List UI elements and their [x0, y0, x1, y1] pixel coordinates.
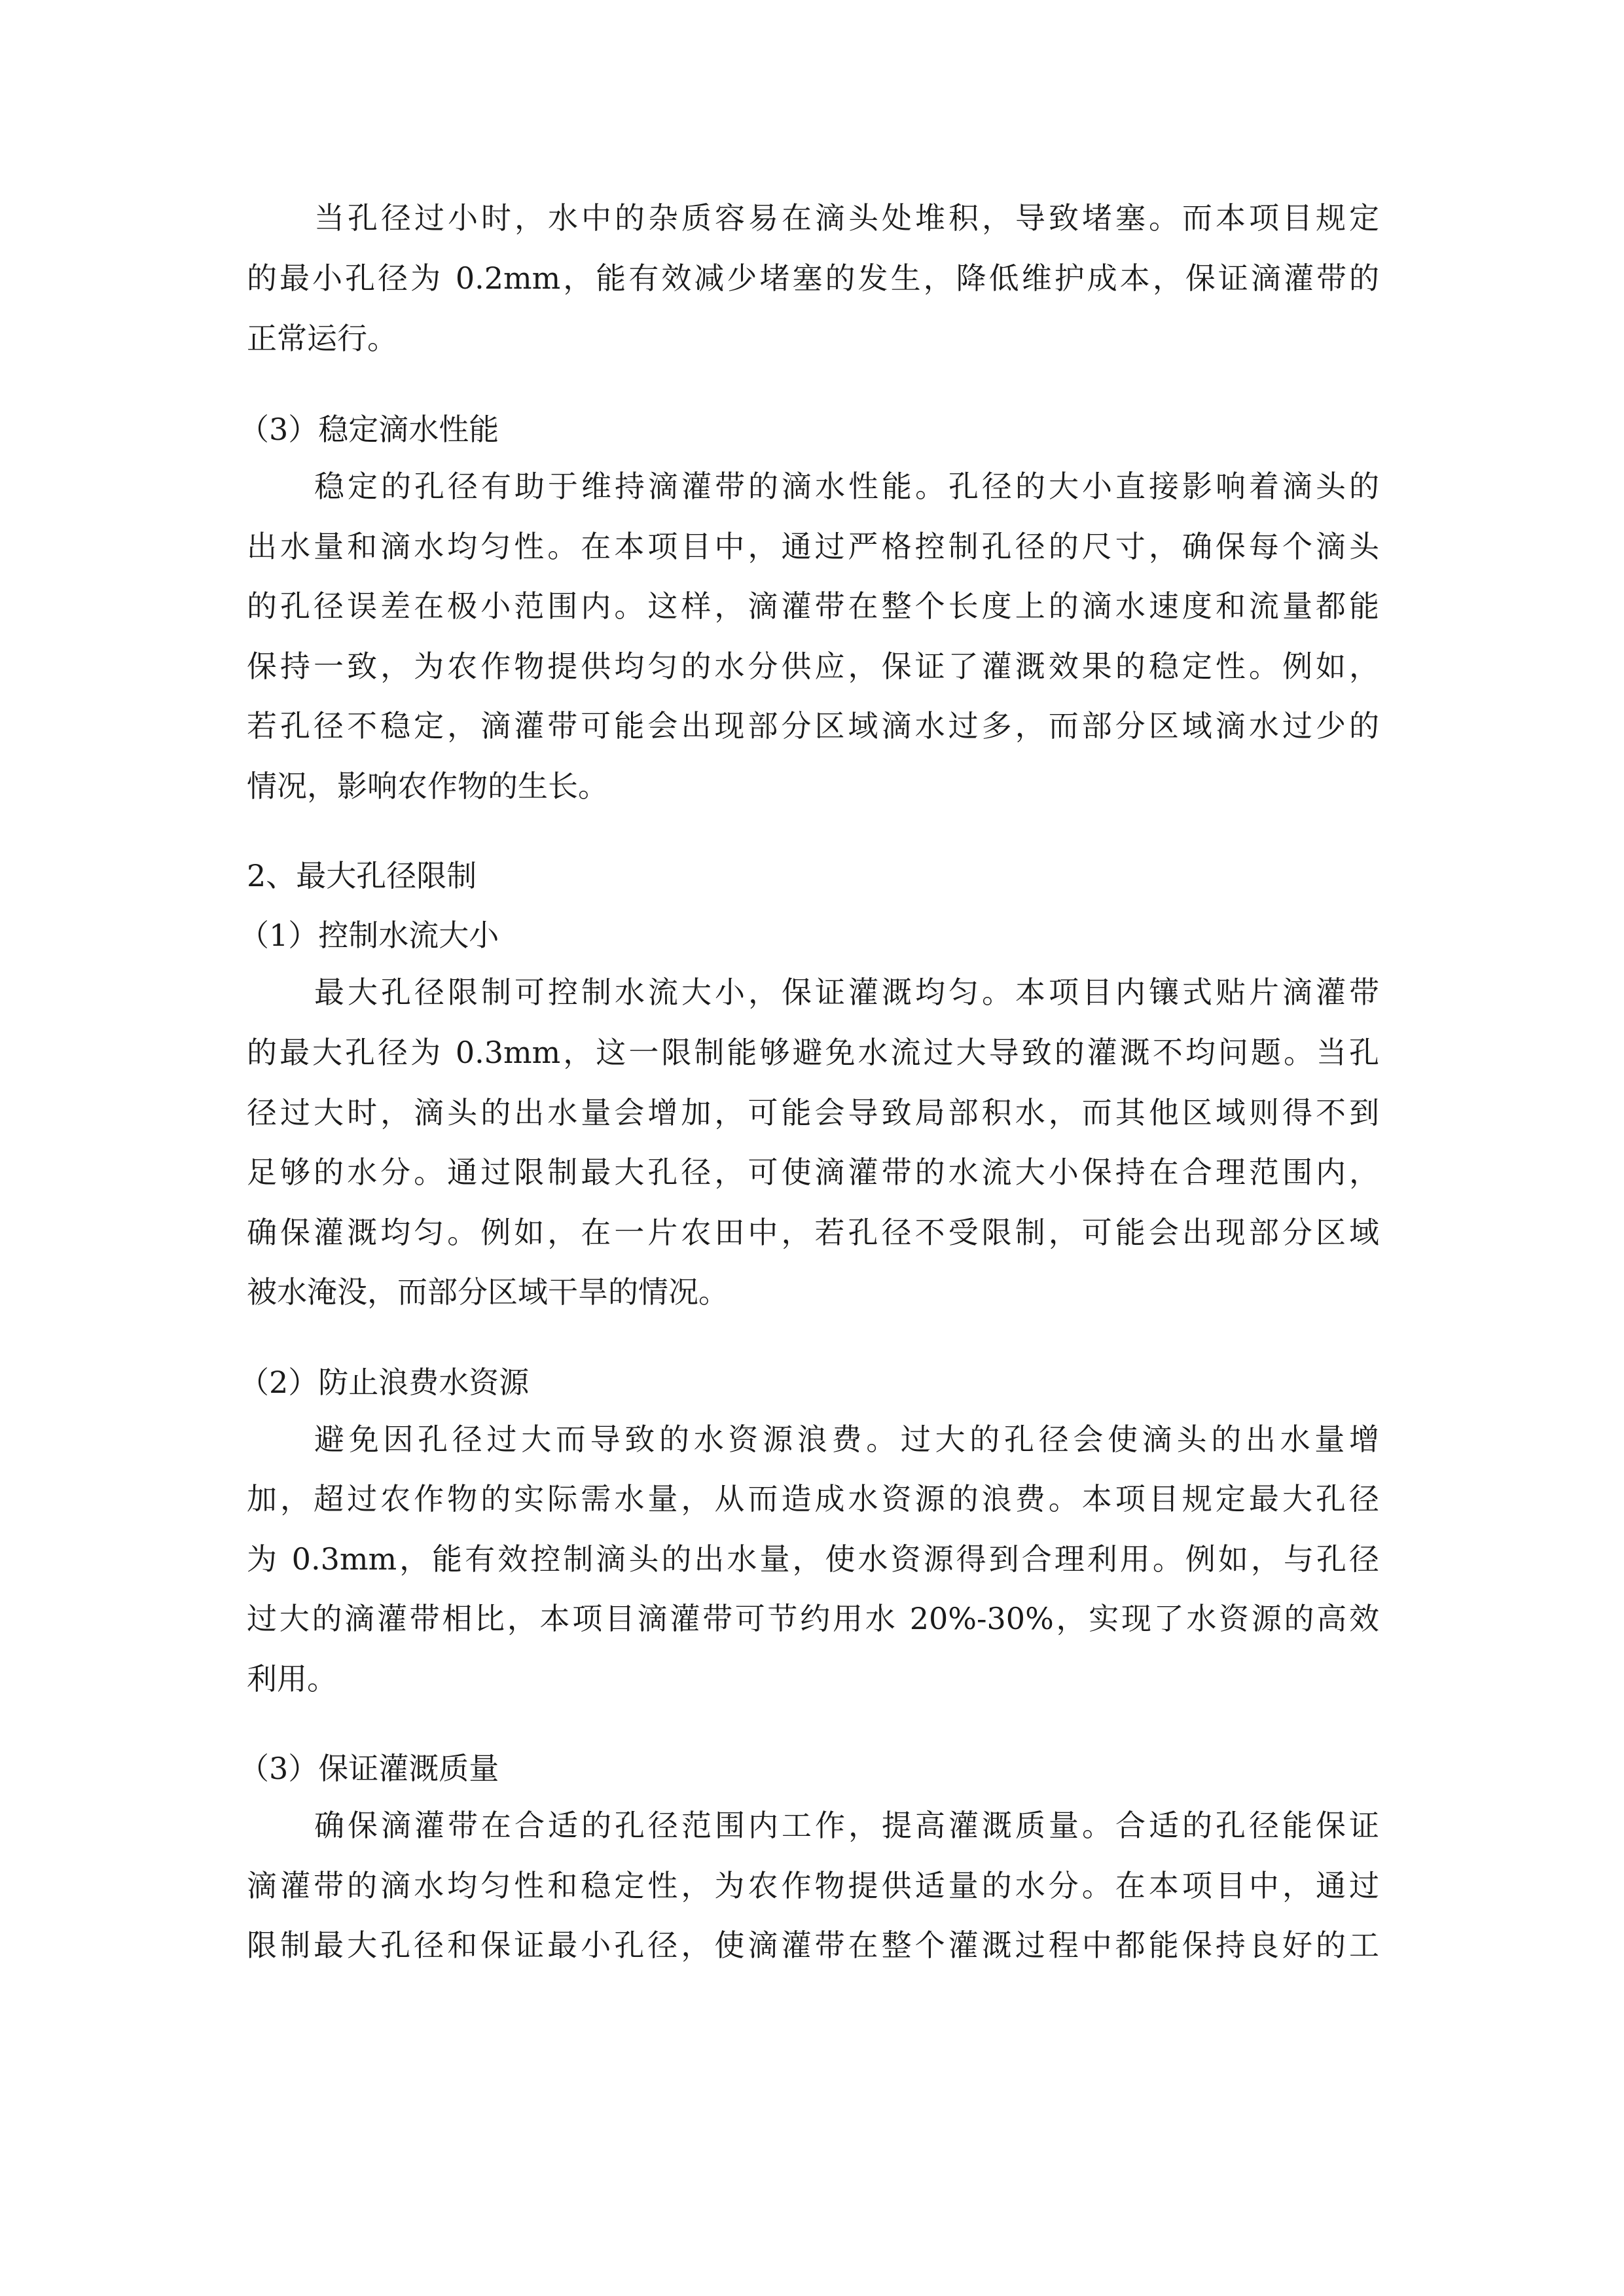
paragraph-2-line-1: 稳定的孔径有助于维持滴灌带的滴水性能。孔径的大小直接影响着滴头的 — [314, 469, 1379, 504]
heading-control-flow: （1）控制水流大小 — [239, 918, 499, 953]
paragraph-2-line-4: 保持一致，为农作物提供均匀的水分供应，保证了灌溉效果的稳定性。例如， — [247, 649, 1379, 684]
paragraph-3-line-5: 确保灌溉均匀。例如，在一片农田中，若孔径不受限制，可能会出现部分区域 — [247, 1215, 1379, 1250]
paragraph-1-line-3: 正常运行。 — [247, 321, 397, 356]
heading-max-aperture: 2、最大孔径限制 — [247, 858, 477, 893]
paragraph-1-line-2: 的最小孔径为 0.2mm，能有效减少堵塞的发生，降低维护成本，保证滴灌带的 — [247, 260, 1379, 296]
paragraph-4-line-3: 为 0.3mm，能有效控制滴头的出水量，使水资源得到合理利用。例如，与孔径 — [247, 1541, 1379, 1577]
heading-stable-drip: （3）稳定滴水性能 — [239, 412, 499, 447]
paragraph-4-line-1: 避免因孔径过大而导致的水资源浪费。过大的孔径会使滴头的出水量增 — [314, 1422, 1379, 1457]
paragraph-5-line-2: 滴灌带的滴水均匀性和稳定性，为农作物提供适量的水分。在本项目中，通过 — [247, 1868, 1379, 1903]
paragraph-5-line-1: 确保滴灌带在合适的孔径范围内工作，提高灌溉质量。合适的孔径能保证 — [314, 1808, 1379, 1843]
paragraph-4-line-2: 加，超过农作物的实际需水量，从而造成水资源的浪费。本项目规定最大孔径 — [247, 1481, 1379, 1516]
heading-irrigation-quality: （3）保证灌溉质量 — [239, 1751, 499, 1786]
heading-prevent-waste: （2）防止浪费水资源 — [239, 1365, 530, 1400]
paragraph-1-line-1: 当孔径过小时，水中的杂质容易在滴头处堆积，导致堵塞。而本项目规定 — [314, 200, 1379, 236]
paragraph-2-line-3: 的孔径误差在极小范围内。这样，滴灌带在整个长度上的滴水速度和流量都能 — [247, 588, 1379, 624]
paragraph-5-line-3: 限制最大孔径和保证最小孔径，使滴灌带在整个灌溉过程中都能保持良好的工 — [247, 1928, 1379, 1963]
paragraph-4-line-5: 利用。 — [247, 1661, 337, 1696]
paragraph-3-line-2: 的最大孔径为 0.3mm，这一限制能够避免水流过大导致的灌溉不均问题。当孔 — [247, 1035, 1379, 1070]
paragraph-3-line-1: 最大孔径限制可控制水流大小，保证灌溉均匀。本项目内镶式贴片滴灌带 — [314, 975, 1379, 1010]
paragraph-3-line-4: 足够的水分。通过限制最大孔径，可使滴灌带的水流大小保持在合理范围内， — [247, 1155, 1379, 1190]
paragraph-4-line-4: 过大的滴灌带相比，本项目滴灌带可节约用水 20%-30%，实现了水资源的高效 — [247, 1601, 1379, 1636]
paragraph-3-line-6: 被水淹没，而部分区域干旱的情况。 — [247, 1274, 729, 1310]
paragraph-2-line-5: 若孔径不稳定，滴灌带可能会出现部分区域滴水过多，而部分区域滴水过少的 — [247, 708, 1379, 744]
paragraph-2-line-6: 情况，影响农作物的生长。 — [247, 768, 608, 804]
paragraph-3-line-3: 径过大时，滴头的出水量会增加，可能会导致局部积水，而其他区域则得不到 — [247, 1095, 1379, 1130]
paragraph-2-line-2: 出水量和滴水均匀性。在本项目中，通过严格控制孔径的尺寸，确保每个滴头 — [247, 529, 1379, 564]
